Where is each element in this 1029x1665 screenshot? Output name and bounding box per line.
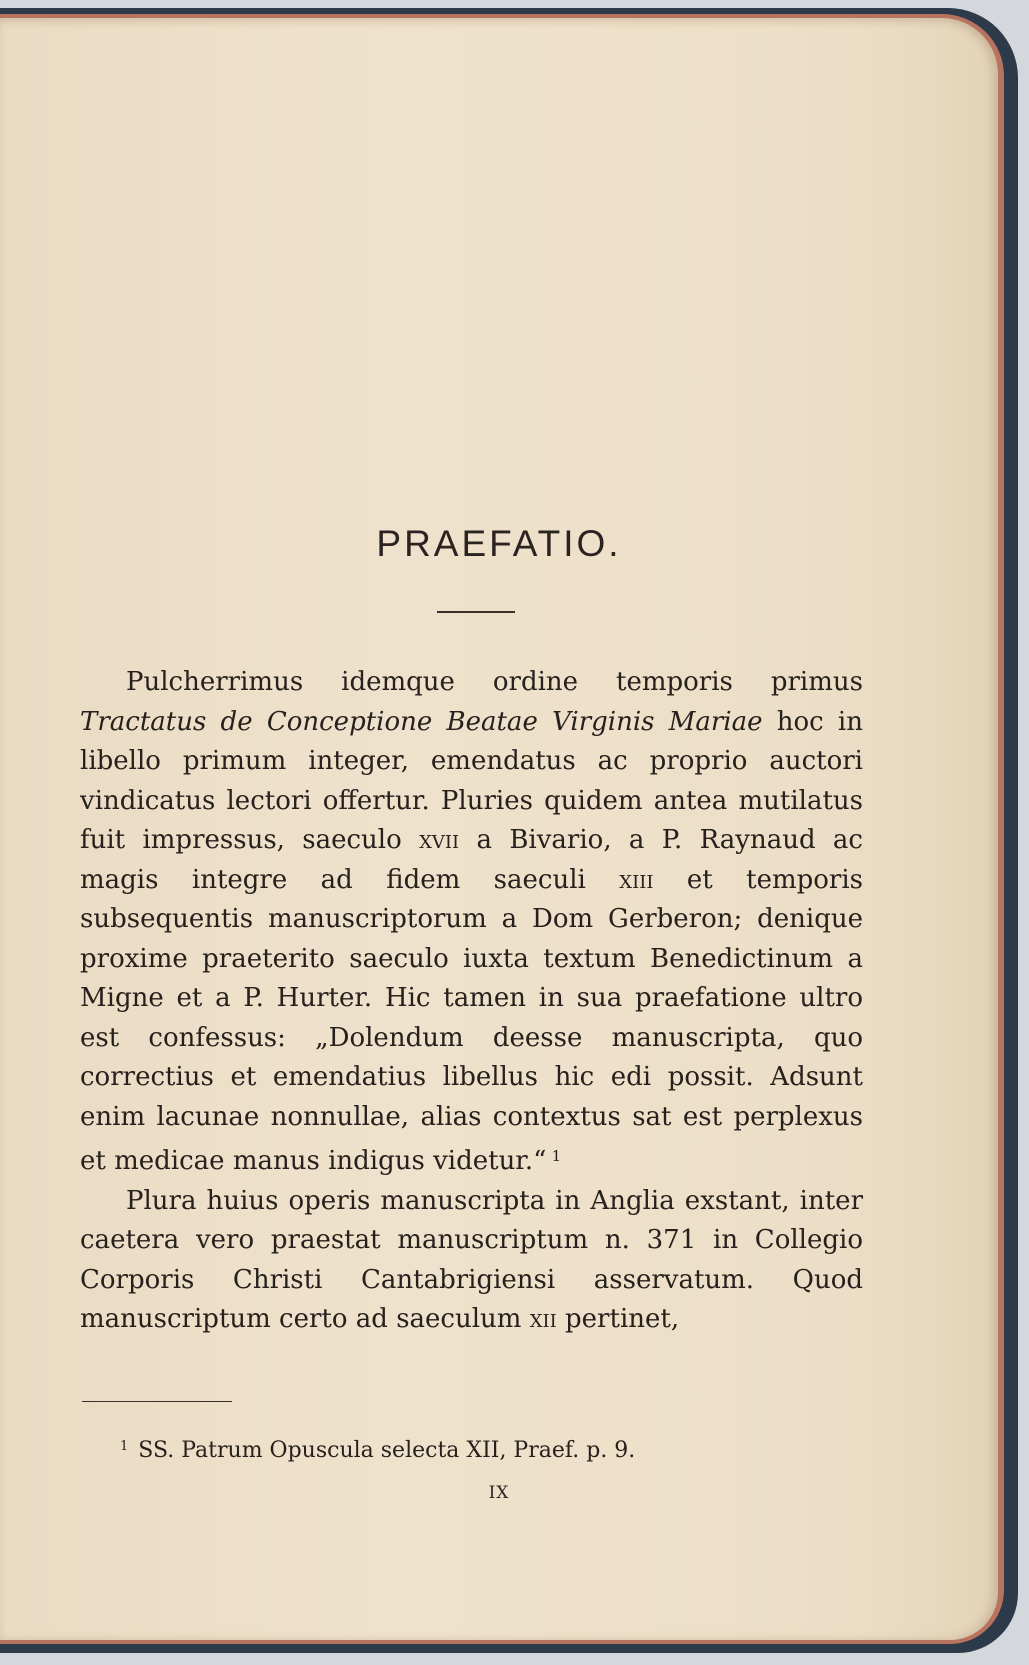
p1-century-xvii: xvii [419,825,460,855]
footnote-rule [82,1401,232,1402]
footnote [120,1438,860,1463]
footnote-text: SS. Patrum Opuscula selecta XII, Praef. p. 9. [138,1438,636,1463]
p2-century-xii: xii [529,1304,557,1334]
footnote-reference: 1 [551,1147,562,1165]
title-rule [437,611,515,613]
body-text [80,663,863,1340]
p1-title-italic: Tractatus de Conceptione Beatae Virginis Mariae [80,706,763,737]
paragraph-1 [80,663,863,1182]
p2-text-a: Plura huius operis manuscripta in Anglia exstant, inter caetera vero praestat manuscriptum n. 371 in Collegio Corporis Christi Cantabrigiensi asservatum. Quod manuscriptum certo ad saeculum [80,1185,863,1334]
p1-century-xiii: xiii [619,864,654,895]
p1-text-a: Pulcherrimus idemque ordine temporis primus [126,667,863,697]
footnote-number: 1 [120,1439,129,1454]
page-number: IX [488,1483,510,1503]
page-title: PRAEFATIO. [376,523,622,564]
paragraph-2 [80,1182,863,1340]
p1-text-d: et temporis subsequentis manuscriptorum a Dom Gerberon; denique proxime praeterito saeculo iuxta textum Benedictinum a Migne et a P. Hurter. Hic tamen in sua praefatione ultro est confessus: „Dolendum deesse manuscripta, quo correctius et emendatius libellus hic edi possit. Adsunt enim lacunae nonnullae, alias contextus sat est perplexus et medicae manus indigus videtur.“ [80,864,863,1176]
p2-text-b: pertinet, [556,1304,680,1334]
book-page [0,18,998,1640]
p1-text-c: a Bivario, a P. Raynaud ac magis integre ad fidem saeculi [80,825,863,895]
p1-text-b: hoc in libello primum integer, emendatus ac proprio auctori vindicatus lectori offertur. Pluries quidem antea mutilatus fuit impressus, saeculo [80,706,863,855]
